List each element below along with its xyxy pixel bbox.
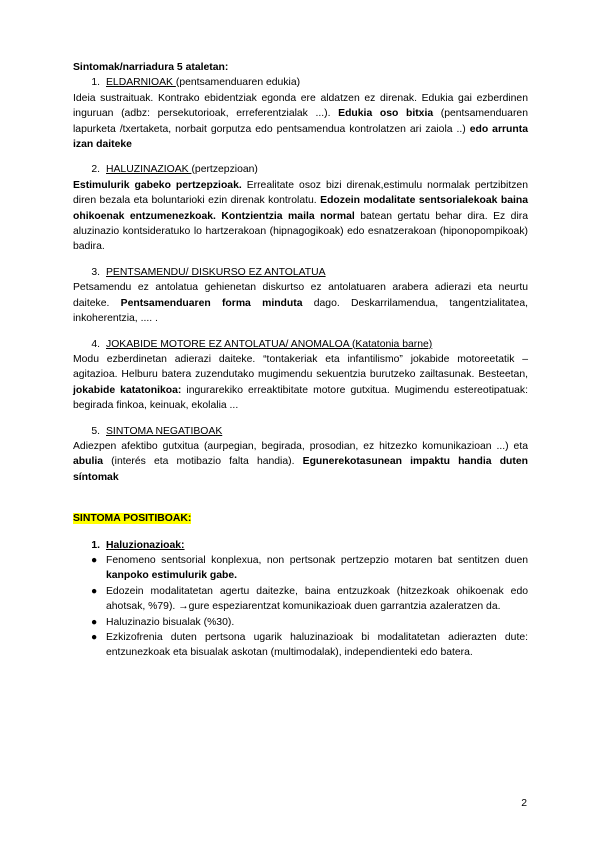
- list-item: ● Ezkizofrenia duten pertsona ugarik haluzinazioak bi modalitatetan adierazten dute: entzunezkoak eta bisualak askotan (multimodalak), independienteki edo batera.: [91, 632, 528, 659]
- page-number: 2: [521, 798, 527, 809]
- document-page: [73, 60, 528, 661]
- section-4-body: Modu ezberdinetan adierazi daiteke. “tontakeriak eta infantilismo” jokabide motoreetatik – agitazioa. Helburu batera zuzendutako mugimendu sekuentzia burutzeko zailtasunak. Besteetan, jokabide katatonikoa: ingurarekiko erreaktibitate motore gutxitua. Mugimendu estereotipatuak: begirada finkoa, keinuak, ekolalia ...: [73, 353, 528, 412]
- section-2-body: Estimulurik gabeko pertzepzioak. Errealitate osoz bizi direnak,estimulu normalak pertzibitzen diren bezala eta boluntarioki ezin direnak kontrolatu. Edozein modalitate sentsorialekoak baina ohikoenak entzumenezkoak. Kontzientzia maila normal batean gertatu behar dira. Ez dira aluzinazio kontsideratuko lo hartzerakoan (hipnagogikoak) edo esnatzerakoan (hiponopompikoak) badira.: [73, 179, 528, 253]
- positive-symptoms-heading: SINTOMA POSITIBOAK:: [73, 513, 192, 525]
- hallucinations-subheading: 1. Haluzionazioak:: [91, 539, 185, 551]
- section-3-title: 3. PENTSAMENDU/ DISKURSO EZ ANTOLATUA: [91, 266, 326, 278]
- section-4-title: 4. JOKABIDE MOTORE EZ ANTOLATUA/ ANOMALOA (Katatonia barne): [91, 338, 433, 350]
- bullet-icon: ●: [91, 616, 98, 628]
- list-item: ● Fenomeno sentsorial konplexua, non pertsonak pertzepzio motaren bat sentitzen duen kanpoko estimulurik gabe.: [91, 554, 528, 582]
- section-5-body: Adiezpen afektibo gutxitua (aurpegian, begirada, prosodian, ez hitzezko komunikazioan ...) eta abulia (interés eta motibazio falta handia). Egunerekotasunean impaktu handia duten síntomak: [73, 440, 528, 483]
- section-1-body: Ideia sustraituak. Kontrako ebidentziak egonda ere aldatzen ez direnak. Edukia gai ezberdinen inguruan (adbz: persekutorioak, erreferentzialak ...). Edukia oso bitxia (pentsamenduaren lapurketa /txertaketa, norbait gorputza edo pentsamendua kontrolatzen ari zaiola ..) edo arrunta izan daiteke: [73, 92, 528, 151]
- bullet-icon: ●: [91, 632, 98, 643]
- bullet-icon: ●: [91, 554, 98, 566]
- section-2-title: 2. HALUZINAZIOAK (pertzepzioan): [91, 164, 258, 176]
- section-5-title: 5. SINTOMA NEGATIBOAK: [91, 425, 223, 437]
- section-1-title: 1. ELDARNIOAK (pentsamenduaren edukia): [91, 77, 301, 89]
- bullet-icon: ●: [91, 585, 98, 597]
- section-heading: Sintomak/narriadura 5 ataletan:: [73, 62, 229, 73]
- hallucinations-list: [73, 553, 528, 661]
- section-3-body: Petsamendu ez antolatua gehienetan diskurtso ez antolatuaren arabera adierazi eta neurtu daiteke. Pentsamenduaren forma minduta dago. Deskarrilamendua, tangentzialitatea, inkoherentzia, .... .: [73, 282, 528, 325]
- list-item: ● Haluzinazio bisualak (%30).: [106, 615, 528, 630]
- list-item: ● Edozein modalitatetan agertu daitezke, baina entzuzkoak (hitzezkoak ohikoenak edo ahotsak, %79). →gure espeziarentzat komunikazioak duen garrantzia azaleratzen da.: [91, 585, 528, 613]
